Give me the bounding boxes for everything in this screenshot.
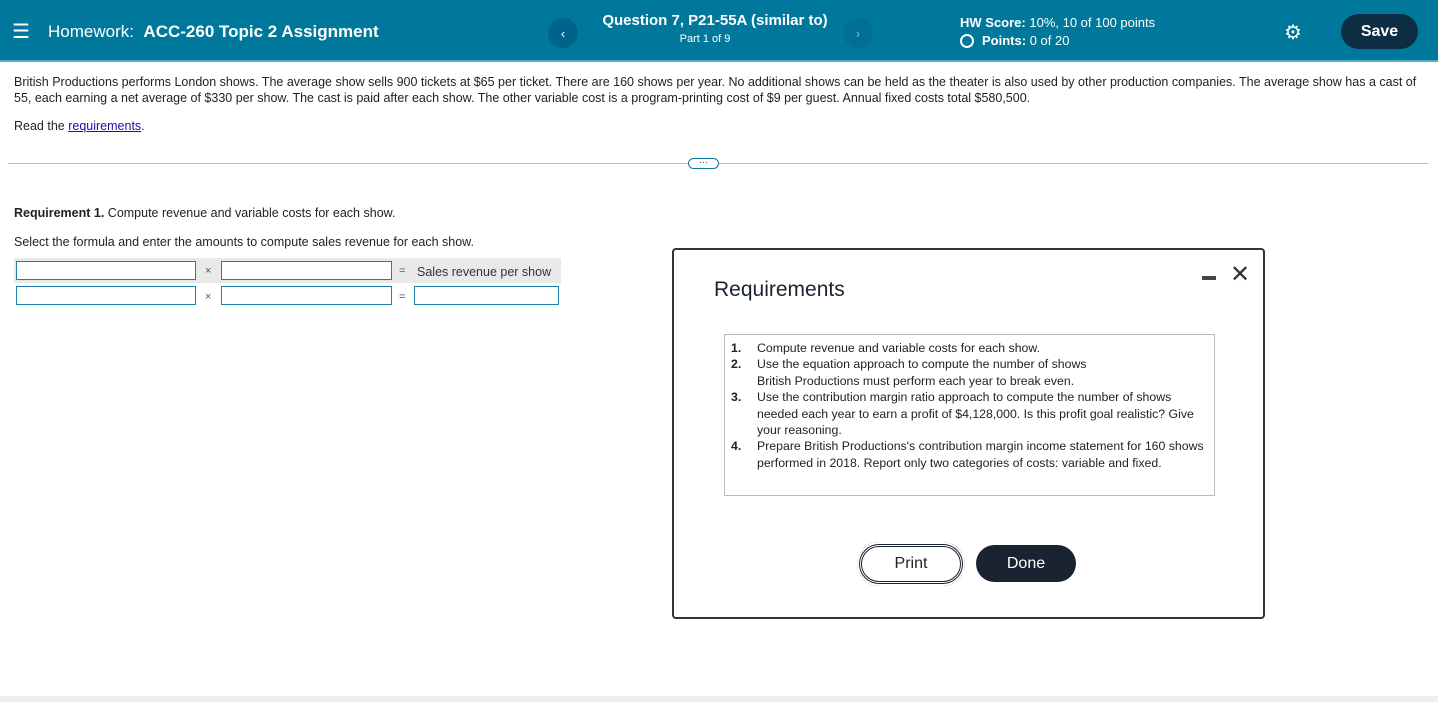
requirements-link[interactable]: requirements [68, 119, 142, 133]
item-text: Prepare British Productions's contribution margin income statement for 160 shows performed in 2018. Report only two categories of costs: variable and fixed. [757, 439, 1204, 470]
assignment-title [48, 22, 379, 42]
hw-score-value: 10%, 10 of 100 points [1029, 15, 1156, 30]
dialog-title: Requirements [714, 278, 845, 301]
points-value: 0 of 20 [1029, 33, 1070, 48]
problem-text: British Productions performs London shows. The average show sells 900 tickets at $65 per ticket. There are 160 shows per year. No additional shows can be held as the theater is also used by other production companies. The average show has a cast of 55, each earning a net average of $330 per show. The cast is paid after each show. The other variable cost is a program-printing cost of $9 per guest. Annual fixed costs total $580,500. [14, 75, 1417, 105]
top-bar [0, 0, 1438, 62]
read-prefix: Read the [14, 119, 69, 133]
expand-button[interactable]: ··· [688, 158, 719, 169]
equals-sign: = [399, 265, 406, 277]
read-suffix: . [141, 119, 145, 133]
minimize-icon[interactable] [1202, 276, 1216, 280]
status-circle-icon [960, 34, 974, 48]
list-item [731, 340, 1204, 356]
points-label: Points: [982, 33, 1027, 48]
previous-question-button[interactable]: ‹ [548, 18, 578, 48]
item-text: Compute revenue and variable costs for each show. [757, 341, 1040, 355]
list-item [731, 356, 1204, 389]
save-button[interactable]: Save [1341, 14, 1418, 49]
requirement-heading [14, 206, 395, 220]
amount-input-1[interactable] [16, 286, 196, 305]
times-sign: × [205, 265, 212, 277]
amount-input-2[interactable] [221, 286, 392, 305]
hw-score-label: HW Score: [960, 15, 1026, 30]
requirements-dialog [672, 248, 1265, 619]
item-text: Use the contribution margin ratio approach to compute the number of shows needed each year to earn a profit of $4,128,000. Is this profit goal realistic? Give your reasoning. [757, 390, 1194, 438]
question-part: Part 1 of 9 [679, 33, 731, 45]
requirement-label: Requirement 1. [14, 206, 105, 220]
points [960, 33, 1069, 48]
hw-score [960, 15, 1155, 30]
result-label: Sales revenue per show [417, 265, 552, 279]
requirement-text: Compute revenue and variable costs for each show. [104, 206, 396, 220]
result-input[interactable] [414, 286, 559, 305]
instruction: Select the formula and enter the amounts to compute sales revenue for each show. [14, 235, 474, 249]
item-number: 4. [731, 439, 742, 454]
close-icon[interactable]: ✕ [1230, 261, 1251, 288]
times-sign: × [205, 291, 212, 303]
list-item [731, 438, 1204, 471]
item-text: Use the equation approach to compute the number of shows British Productions must perform each year to break even. [757, 357, 1087, 388]
gear-icon[interactable]: ⚙ [1284, 22, 1302, 44]
formula-select-2[interactable] [221, 261, 392, 280]
done-button[interactable]: Done [976, 545, 1076, 582]
question-title: Question 7, P21-55A (similar to) [602, 12, 828, 29]
hamburger-icon[interactable]: ☰ [12, 21, 30, 43]
footer-bar [0, 696, 1438, 702]
item-number: 3. [731, 390, 742, 405]
item-number: 1. [731, 341, 742, 355]
homework-label: Homework: [48, 22, 134, 41]
equals-sign: = [399, 291, 406, 303]
next-question-button[interactable]: › [843, 18, 873, 48]
requirements-list [724, 334, 1215, 496]
assignment-name: ACC-260 Topic 2 Assignment [143, 22, 379, 41]
item-number: 2. [731, 357, 742, 372]
formula-select-1[interactable] [16, 261, 196, 280]
list-item [731, 389, 1204, 438]
print-button[interactable]: Print [859, 544, 963, 584]
read-requirements [14, 119, 145, 133]
